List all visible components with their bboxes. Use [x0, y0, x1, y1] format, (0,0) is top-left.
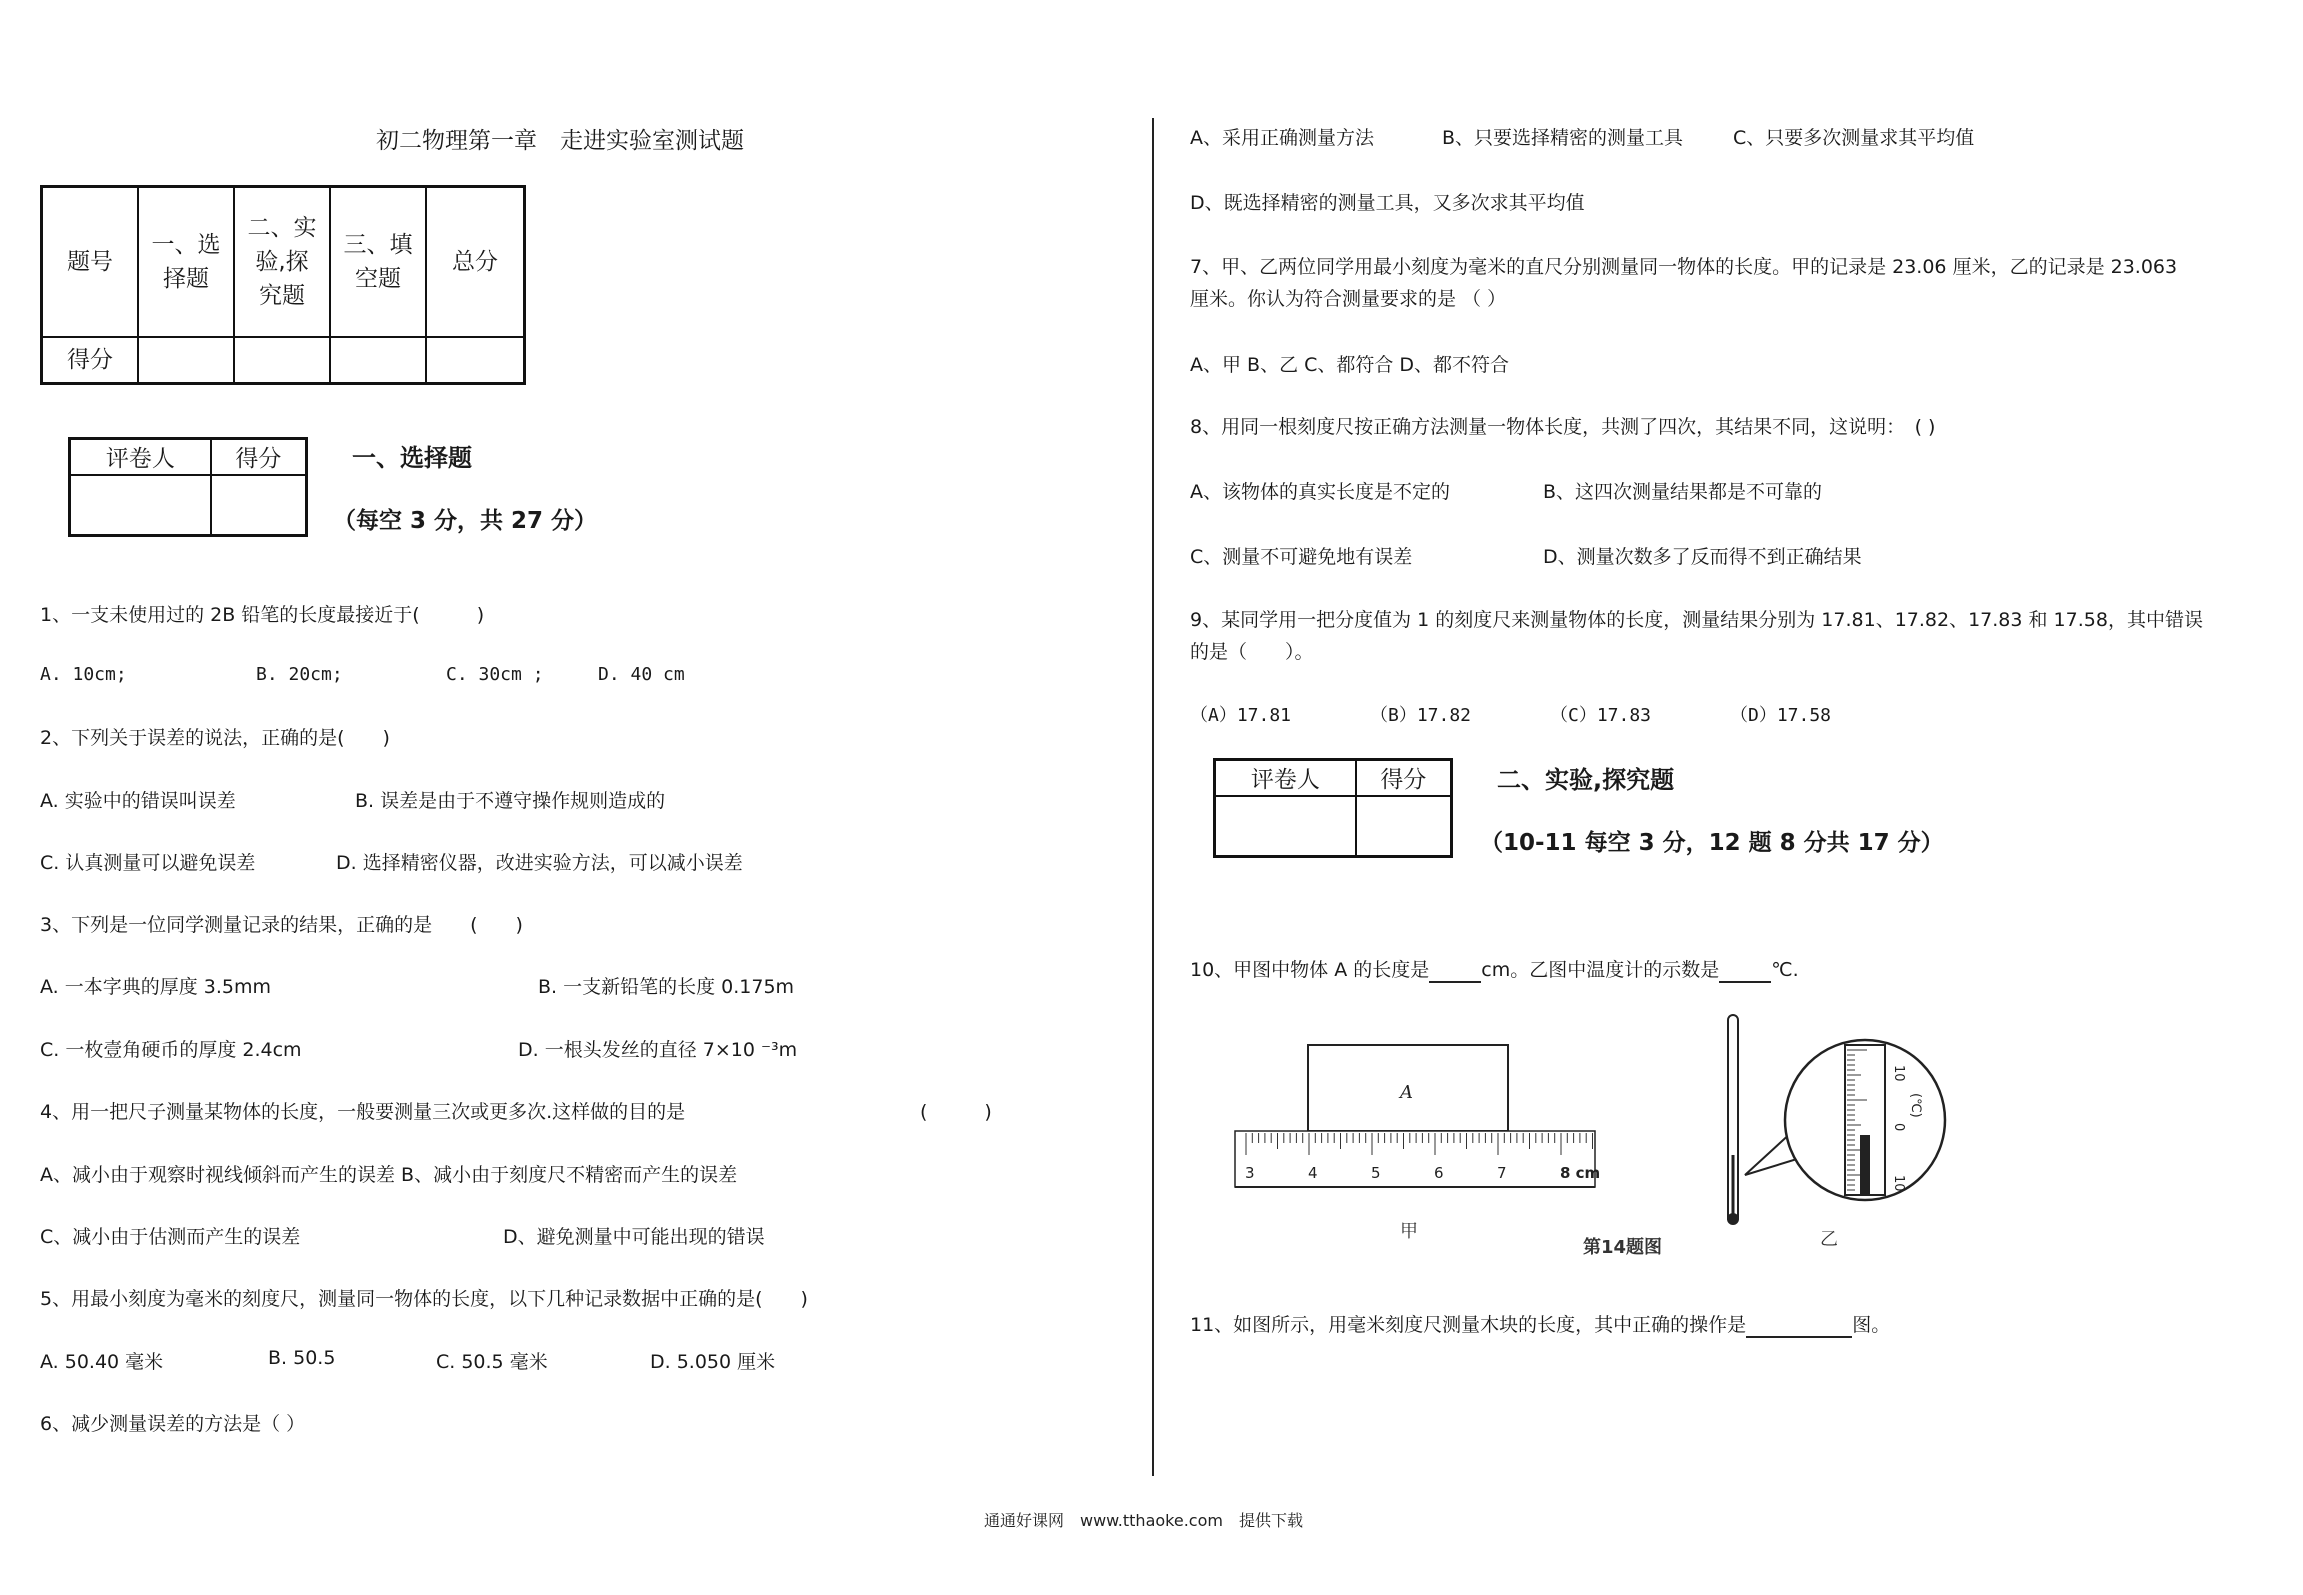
- q11-stem: [1190, 1310, 1890, 1338]
- q4-stem: 4、用一把尺子测量某物体的长度，一般要测量三次或更多次.这样做的目的是: [40, 1101, 686, 1123]
- score-header-number: 题号: [42, 187, 139, 337]
- score-header-fill: 三、填 空题: [330, 187, 426, 337]
- q4-option-c: C、减小由于估测而产生的误差: [40, 1226, 301, 1248]
- ruler: [1235, 1131, 1600, 1187]
- caption-jia: 甲: [1400, 1221, 1418, 1242]
- score-cell: [138, 337, 234, 384]
- ruler-tick-label: 5: [1371, 1164, 1381, 1182]
- q9-option-a: （A）17.81: [1190, 705, 1292, 726]
- q8-option-b: B、这四次测量结果都是不可靠的: [1543, 481, 1823, 503]
- q3-option-d: D. 一根头发丝的直径 7×10 ⁻³m: [518, 1039, 798, 1061]
- q9-stem-line2: 的是（ ）。: [1190, 641, 1314, 663]
- q1-option-d: D. 40 cm: [598, 664, 685, 685]
- grader-reviewer-label: 评卷人: [70, 439, 211, 475]
- ruler-tick-label: 6: [1434, 1164, 1444, 1182]
- q2-option-c: C. 认真测量可以避免误差: [40, 852, 256, 874]
- q3-option-b: B. 一支新铅笔的长度 0.175m: [538, 976, 795, 998]
- q5-option-d: D. 5.050 厘米: [650, 1351, 776, 1373]
- q7-stem-line2: 厘米。你认为符合测量要求的是 （ ）: [1190, 288, 1507, 310]
- section2-subtitle: （10-11 每空 3 分，12 题 8 分共 17 分）: [1480, 830, 1944, 856]
- q4-option-d: D、避免测量中可能出现的错误: [503, 1226, 765, 1248]
- caption-figure-number: 第14题图: [1583, 1237, 1663, 1258]
- q5-option-c: C. 50.5 毫米: [436, 1351, 548, 1373]
- q2-option-b: B. 误差是由于不遵守操作规则造成的: [355, 790, 666, 812]
- q3-stem: 3、下列是一位同学测量记录的结果，正确的是 ( ): [40, 914, 523, 936]
- score-cell: [426, 337, 525, 384]
- q1-stem: 1、一支未使用过的 2B 铅笔的长度最接近于( ): [40, 604, 485, 626]
- thermometer-bulb: [1727, 1213, 1739, 1225]
- ruler-tick-label: 7: [1497, 1164, 1507, 1182]
- score-header-total: 总分: [426, 187, 525, 337]
- q8-option-c: C、测量不可避免地有误差: [1190, 546, 1413, 568]
- column-divider: [1152, 118, 1154, 1476]
- ruler-tick-label: 3: [1245, 1164, 1255, 1182]
- grader-cell: [1215, 796, 1356, 857]
- figure-jia: [1235, 1045, 1600, 1242]
- q10-blank-length[interactable]: [1429, 959, 1481, 983]
- q11-suffix: 图。: [1852, 1314, 1891, 1336]
- footer: 通通好课网 www.tthaoke.com 提供下载: [984, 1511, 1303, 1530]
- q6-option-b: B、只要选择精密的测量工具: [1442, 127, 1684, 149]
- grader-cell: [1356, 796, 1452, 857]
- q1-option-b: B. 20cm;: [256, 664, 343, 685]
- q10-prefix: 10、甲图中物体 A 的长度是: [1190, 959, 1430, 981]
- q6-option-c: C、只要多次测量求其平均值: [1733, 127, 1975, 149]
- grader-table-2: [1213, 758, 1453, 858]
- magnified-liquid: [1860, 1135, 1870, 1195]
- q6-option-d: D、既选择精密的测量工具，又多次求其平均值: [1190, 192, 1585, 214]
- q6-option-a: A、采用正确测量方法: [1190, 127, 1374, 149]
- figure-yi: [1727, 1015, 1945, 1250]
- q11-blank[interactable]: [1746, 1314, 1852, 1338]
- q3-option-c: C. 一枚壹角硬币的厚度 2.4cm: [40, 1039, 302, 1061]
- q4-answer-bracket: ( ): [920, 1101, 992, 1123]
- grader-score-label: 得分: [1356, 760, 1452, 796]
- q1-option-a: A. 10cm;: [40, 664, 127, 685]
- grader-cell: [70, 475, 211, 536]
- score-cell: [234, 337, 330, 384]
- grader-reviewer-label: 评卷人: [1215, 760, 1356, 796]
- block-a-label: A: [1400, 1082, 1413, 1103]
- q10-suffix: ℃.: [1771, 959, 1799, 981]
- caption-yi: 乙: [1820, 1229, 1838, 1250]
- ruler-tick-label: 4: [1308, 1164, 1318, 1182]
- grader-score-label: 得分: [211, 439, 307, 475]
- section1-title: 一、选择题: [352, 444, 472, 472]
- thermo-unit: (℃): [1908, 1093, 1923, 1118]
- score-header-experiment: 二、实 验,探 究题: [234, 187, 330, 337]
- score-header-choice: 一、选 择题: [138, 187, 234, 337]
- q2-option-d: D. 选择精密仪器，改进实验方法，可以减小误差: [336, 852, 743, 874]
- q8-option-a: A、该物体的真实长度是不定的: [1190, 481, 1450, 503]
- q2-stem: 2、下列关于误差的说法，正确的是( ): [40, 727, 390, 749]
- ruler-thermometer-figure: [1190, 1005, 2020, 1275]
- ruler-tick-label: 8 cm: [1560, 1164, 1601, 1182]
- q9-option-d: （D）17.58: [1730, 705, 1832, 726]
- q7-options: A、甲 B、乙 C、都符合 D、都不符合: [1190, 354, 1510, 376]
- q10-blank-temperature[interactable]: [1719, 959, 1771, 983]
- section1-subtitle: （每空 3 分，共 27 分）: [333, 508, 598, 534]
- q11-prefix: 11、如图所示，用毫米刻度尺测量木块的长度，其中正确的操作是: [1190, 1314, 1747, 1336]
- q9-option-c: （C）17.83: [1550, 705, 1652, 726]
- grader-table-1: [68, 437, 308, 537]
- score-cell: [330, 337, 426, 384]
- grader-cell: [211, 475, 307, 536]
- page-title: 初二物理第一章 走进实验室测试题: [376, 128, 744, 154]
- q9-option-b: （B）17.82: [1370, 705, 1472, 726]
- thermo-tick-label: 10: [1891, 1175, 1906, 1192]
- thermo-tick-label: 0: [1891, 1123, 1906, 1132]
- q10-stem: [1190, 955, 1799, 983]
- score-row-label: 得分: [42, 337, 139, 384]
- q10-mid: cm。乙图中温度计的示数是: [1481, 959, 1720, 981]
- ruler-body: [1235, 1131, 1595, 1187]
- section2-title: 二、实验,探究题: [1497, 766, 1675, 794]
- q8-stem: 8、用同一根刻度尺按正确方法测量一物体长度，共测了四次，其结果不同，这说明： ( ): [1190, 416, 1936, 438]
- q5-stem: 5、用最小刻度为毫米的刻度尺，测量同一物体的长度，以下几种记录数据中正确的是( ): [40, 1288, 808, 1310]
- q6-stem: 6、减少测量误差的方法是（ ）: [40, 1413, 306, 1435]
- q4-option-ab: A、减小由于观察时视线倾斜而产生的误差 B、减小由于刻度尺不精密而产生的误差: [40, 1164, 738, 1186]
- q1-option-c: C. 30cm ;: [446, 664, 544, 685]
- q5-option-a: A. 50.40 毫米: [40, 1351, 164, 1373]
- q9-stem-line1: 9、某同学用一把分度值为 1 的刻度尺来测量物体的长度，测量结果分别为 17.81、17.82、17.83 和 17.58，其中错误: [1190, 609, 2203, 631]
- q5-option-b: B. 50.5: [268, 1347, 336, 1369]
- thermo-tick-label: 10: [1891, 1065, 1906, 1082]
- q3-option-a: A. 一本字典的厚度 3.5mm: [40, 976, 272, 998]
- score-table: [40, 185, 526, 385]
- q7-stem-line1: 7、甲、乙两位同学用最小刻度为毫米的直尺分别测量同一物体的长度。甲的记录是 23.06 厘米，乙的记录是 23.063: [1190, 256, 2178, 278]
- q8-option-d: D、测量次数多了反而得不到正确结果: [1543, 546, 1862, 568]
- q2-option-a: A. 实验中的错误叫误差: [40, 790, 236, 812]
